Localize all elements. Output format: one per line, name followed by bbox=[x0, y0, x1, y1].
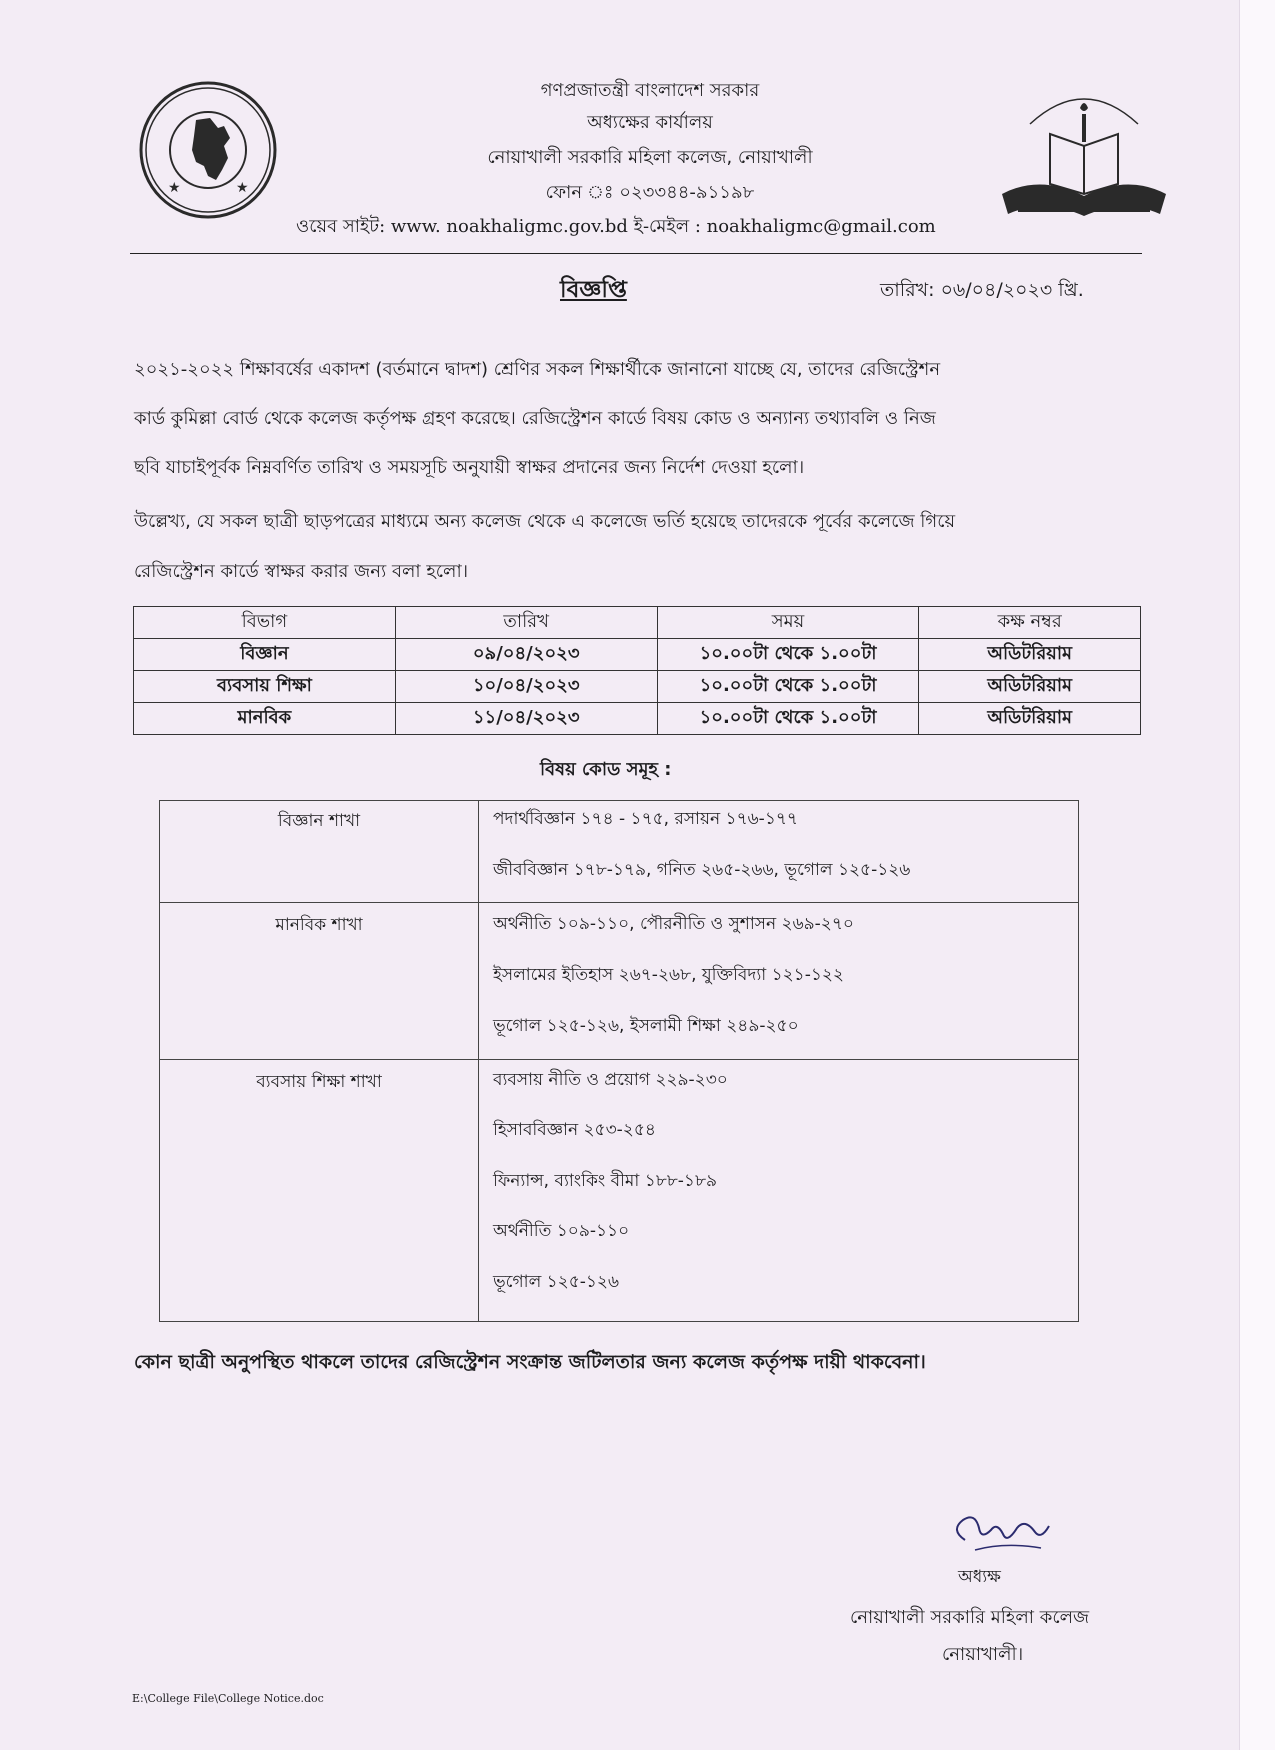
column-header: বিভাগ bbox=[134, 607, 396, 639]
column-header: সময় bbox=[657, 607, 919, 639]
branch-name-science: বিজ্ঞান শাখা bbox=[277, 811, 361, 831]
notice-title: বিজ্ঞপ্তি bbox=[560, 277, 627, 303]
signatory-title: অধ্যক্ষ bbox=[958, 1567, 1001, 1587]
header-divider bbox=[130, 253, 1142, 254]
header-line-2: অধ্যক্ষের কার্যালয় bbox=[587, 112, 713, 133]
notice-body-line: উল্লেখ্য, যে সকল ছাত্রী ছাড়পত্রের মাধ্যমে অন্য কলেজ থেকে এ কলেজে ভর্তি হয়েছে তাদেরকে পূর্বের কলেজে গিয়ে bbox=[134, 511, 956, 532]
schedule-table bbox=[133, 606, 1141, 735]
college-crest-icon bbox=[1000, 84, 1168, 224]
table-cell: ১১/০৪/২০২৩ bbox=[395, 703, 657, 735]
svg-text:★: ★ bbox=[236, 180, 249, 196]
header-phone: ফোন ঃ ০২৩৩৪৪-৯১১৯৮ bbox=[545, 182, 755, 203]
subject-code-line: জীববিজ্ঞান ১৭৮-১৭৯, গনিত ২৬৫-২৬৬, ভূগোল ১২৫-১২৬ bbox=[493, 860, 911, 880]
table-cell: অডিটরিয়াম bbox=[919, 671, 1141, 703]
notice-body-line: রেজিস্ট্রেশন কার্ডে স্বাক্ষর করার জন্য বলা হলো। bbox=[134, 561, 469, 582]
subject-code-line: অর্থনীতি ১০৯-১১০ bbox=[493, 1221, 630, 1241]
column-divider bbox=[478, 801, 479, 1321]
notice-body-line: কার্ড কুমিল্লা বোর্ড থেকে কলেজ কর্তৃপক্ষ গ্রহণ করেছে। রেজিস্ট্রেশন কার্ডে বিষয় কোড ও অন্যান্য তথ্যাবলি ও নিজ bbox=[134, 408, 936, 429]
branch-name-business: ব্যবসায় শিক্ষা শাখা bbox=[256, 1072, 382, 1092]
row-divider bbox=[160, 1059, 1078, 1060]
header-line-1: গণপ্রজাতন্ত্রী বাংলাদেশ সরকার bbox=[540, 80, 760, 101]
table-cell: ১০.০০টা থেকে ১.০০টা bbox=[657, 639, 919, 671]
subject-code-line: ইসলামের ইতিহাস ২৬৭-২৬৮, যুক্তিবিদ্যা ১২১-১২২ bbox=[493, 965, 844, 985]
subject-code-line: অর্থনীতি ১০৯-১১০, পৌরনীতি ও সুশাসন ২৬৯-২৭০ bbox=[493, 914, 854, 934]
subject-code-line: ভূগোল ১২৫-১২৬ bbox=[493, 1272, 620, 1292]
subject-code-line: ফিন্যান্স, ব্যাংকিং বীমা ১৮৮-১৮৯ bbox=[493, 1171, 718, 1191]
subject-code-line: ব্যবসায় নীতি ও প্রয়োগ ২২৯-২৩০ bbox=[493, 1070, 728, 1090]
subject-code-line: ভূগোল ১২৫-১২৬, ইসলামী শিক্ষা ২৪৯-২৫০ bbox=[493, 1016, 799, 1036]
government-seal-icon bbox=[138, 80, 278, 220]
table-row bbox=[134, 703, 1141, 735]
table-cell: ১০.০০টা থেকে ১.০০টা bbox=[657, 703, 919, 735]
table-cell: মানবিক bbox=[134, 703, 396, 735]
table-cell: ১০.০০টা থেকে ১.০০টা bbox=[657, 671, 919, 703]
table-row bbox=[134, 639, 1141, 671]
footer-file-path: E:\College File\College Notice.doc bbox=[132, 1692, 324, 1705]
page-edge bbox=[1239, 0, 1275, 1750]
signatory-place: নোয়াখালী। bbox=[942, 1644, 1024, 1665]
signature-icon bbox=[945, 1510, 1055, 1556]
table-cell: অডিটরিয়াম bbox=[919, 639, 1141, 671]
column-header: কক্ষ নম্বর bbox=[919, 607, 1141, 639]
signatory-institution: নোয়াখালী সরকারি মহিলা কলেজ bbox=[850, 1607, 1090, 1628]
column-header: তারিখ bbox=[395, 607, 657, 639]
subject-codes-title: বিষয় কোড সমূহ : bbox=[540, 759, 672, 780]
row-divider bbox=[160, 902, 1078, 903]
subject-code-line: পদার্থবিজ্ঞান ১৭৪ - ১৭৫, রসায়ন ১৭৬-১৭৭ bbox=[493, 809, 798, 829]
table-cell: বিজ্ঞান bbox=[134, 639, 396, 671]
table-row bbox=[134, 671, 1141, 703]
svg-text:★: ★ bbox=[168, 180, 181, 196]
header-contact: ওয়েব সাইট: www. noakhaligmc.gov.bd ই-মেইল : noakhaligmc@gmail.com bbox=[296, 216, 936, 237]
table-cell: ১০/০৪/২০২৩ bbox=[395, 671, 657, 703]
notice-date: তারিখ: ০৬/০৪/২০২৩ খ্রি. bbox=[880, 279, 1084, 301]
subject-codes-table bbox=[159, 800, 1079, 1322]
branch-name-humanities: মানবিক শাখা bbox=[275, 915, 363, 935]
table-cell: ব্যবসায় শিক্ষা bbox=[134, 671, 396, 703]
table-cell: ০৯/০৪/২০২৩ bbox=[395, 639, 657, 671]
warning-text: কোন ছাত্রী অনুপস্থিত থাকলে তাদের রেজিস্ট্রেশন সংক্রান্ত জটিলতার জন্য কলেজ কর্তৃপক্ষ দায়ী থাকবেনা। bbox=[134, 1351, 926, 1373]
header-line-3: নোয়াখালী সরকারি মহিলা কলেজ, নোয়াখালী bbox=[487, 147, 813, 168]
subject-code-line: হিসাববিজ্ঞান ২৫৩-২৫৪ bbox=[493, 1120, 656, 1140]
notice-body-line: ছবি যাচাইপূর্বক নিম্নবর্ণিত তারিখ ও সময়সূচি অনুযায়ী স্বাক্ষর প্রদানের জন্য নির্দেশ দেওয়া হলো। bbox=[134, 457, 805, 478]
table-cell: অডিটরিয়াম bbox=[919, 703, 1141, 735]
table-header-row bbox=[134, 607, 1141, 639]
notice-body-line: ২০২১-২০২২ শিক্ষাবর্ষের একাদশ (বর্তমানে দ্বাদশ) শ্রেণির সকল শিক্ষার্থীকে জানানো যাচ্ছে যে, তাদের রেজিস্ট্রেশন bbox=[134, 359, 941, 380]
